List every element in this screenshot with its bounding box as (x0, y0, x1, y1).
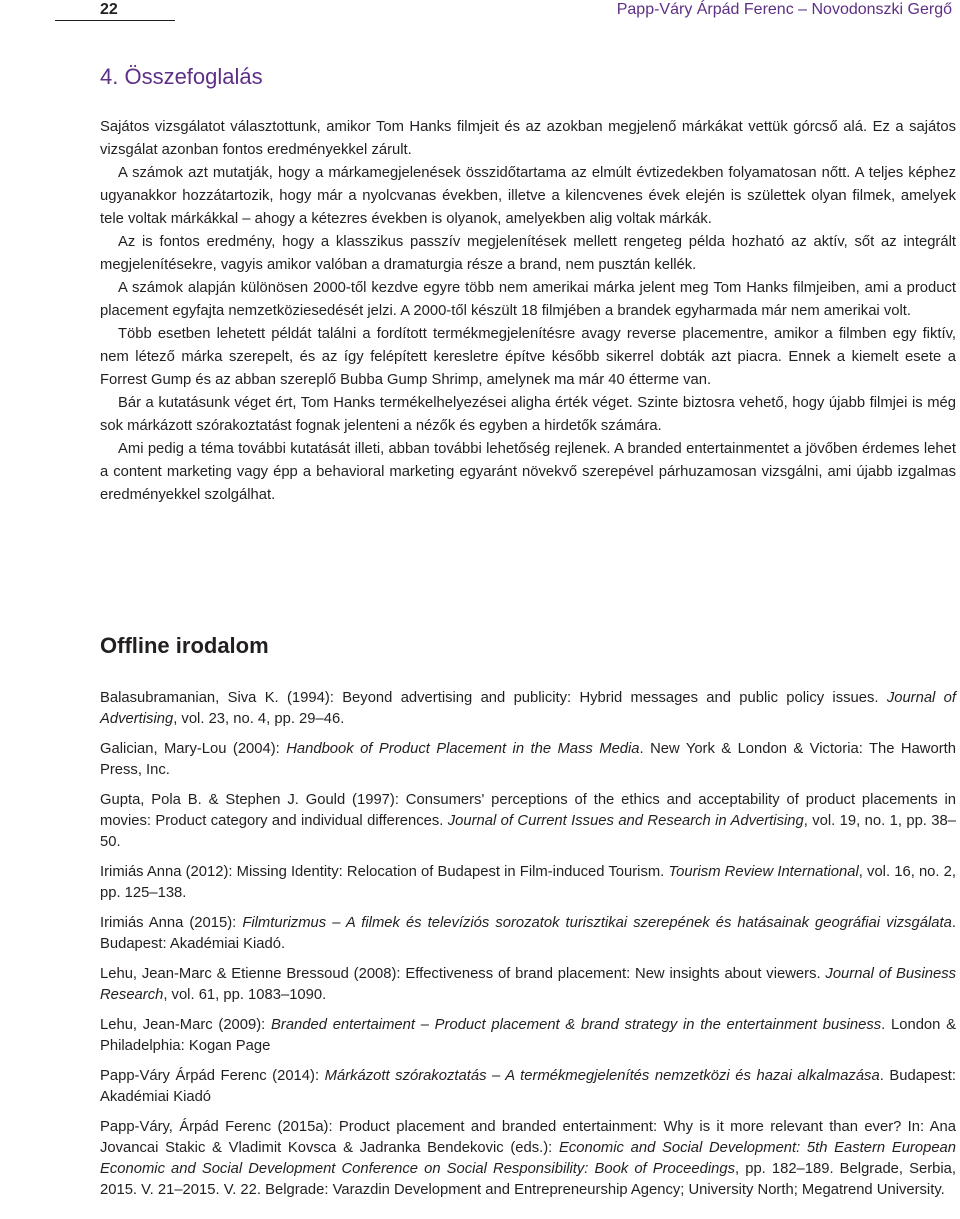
ref-details: , pp. 182–189. Belgrade, Serbia, 2015. V. 21–2015. V. 22. Belgrade: Varazdin Development and Entrepreneurship Agency; University North; Megatrend University. (100, 1161, 956, 1198)
reference-item (100, 1117, 956, 1201)
ref-source: Márkázott szórakoztatás – A termékmegjelenítés nemzetközi és hazai alkalmazása (324, 1068, 880, 1084)
reference-item (100, 964, 956, 1006)
ref-text: Balasubramanian, Siva K. (1994): Beyond advertising and publicity: Hybrid messages and public policy issues. (100, 690, 887, 706)
reference-item (100, 862, 956, 904)
ref-text: Galician, Mary-Lou (2004): (100, 741, 287, 757)
ref-source: Branded entertaiment – Product placement & brand strategy in the entertainment business (271, 1017, 882, 1033)
reference-item (100, 739, 956, 781)
ref-details: . London & Philadelphia: Kogan Page (100, 1017, 956, 1054)
ref-source: Handbook of Product Placement in the Mass Media (286, 741, 640, 757)
header-rule (55, 20, 175, 21)
ref-text: Gupta, Pola B. & Stephen J. Gould (1997): Consumers' perceptions of the ethics and acceptability of product placements in movies: Product category and individual differences. (100, 792, 956, 829)
paragraph: Bár a kutatásunk véget ért, Tom Hanks termékelhelyezései aligha érték véget. Szinte biztosra vehető, hogy újabb filmjei is még sok márkázott szórakoztatást fognak jelenteni a nézők és egyben a hirdetők számára. (100, 395, 956, 434)
ref-source: Tourism Review International (668, 864, 859, 880)
paragraph: Ami pedig a téma további kutatását illeti, abban további lehetőség rejlenek. A branded entertainmentet a jövőben érdemes lehet a content marketing vagy épp a behavioral marketing egyaránt növekvő szerepével párhuzamosan vizsgálni, ami újabb izgalmas eredményekkel szolgálhat. (100, 441, 956, 503)
ref-details: , vol. 61, pp. 1083–1090. (163, 987, 327, 1003)
ref-details: , vol. 19, no. 1, pp. 38–50. (100, 813, 956, 850)
ref-source: Journal of Business Research (100, 966, 957, 1003)
reference-item (100, 1066, 956, 1108)
reference-item (100, 688, 956, 730)
ref-text: Irimiás Anna (2012): Missing Identity: Relocation of Budapest in Film-induced Tourism. (100, 864, 669, 880)
running-head: Papp-Váry Árpád Ferenc – Novodonszki Gergő (616, 1, 952, 18)
ref-details: . New York & London & Victoria: The Haworth Press, Inc. (100, 741, 956, 778)
references-title: Offline irodalom (100, 633, 269, 658)
references-list (100, 688, 956, 1210)
reference-item (100, 1015, 956, 1057)
ref-source: Filmturizmus – A filmek és televíziós sorozatok turisztikai szerepének és hatásainak geográfiai vizsgálata (242, 915, 952, 931)
summary-body (100, 116, 956, 507)
ref-details: , vol. 16, no. 2, pp. 125–138. (100, 864, 957, 901)
ref-text: Lehu, Jean-Marc & Etienne Bressoud (2008): Effectiveness of brand placement: New insights about viewers. (100, 966, 826, 982)
ref-details: , vol. 23, no. 4, pp. 29–46. (173, 711, 345, 727)
ref-details: . Budapest: Akadémiai Kiadó (100, 1068, 957, 1105)
ref-source: Economic and Social Development: 5th Eastern European Economic and Social Development Conference on Social Responsibility: Book of Proceedings (100, 1140, 957, 1177)
ref-text: Lehu, Jean-Marc (2009): (100, 1017, 272, 1033)
reference-item (100, 790, 956, 853)
reference-item (100, 913, 956, 955)
paragraph: Sajátos vizsgálatot választottunk, amikor Tom Hanks filmjeit és az azokban megjelenő márkákat vettük górcső alá. Ez a sajátos vizsgálat azonban fontos eredményekkel zárult. (100, 119, 956, 158)
ref-text: Papp-Váry, Árpád Ferenc (2015a): Product placement and branded entertainment: Why is it more relevant than ever? In: Ana Jovancai Stakic & Vladimit Kovsca & Jadranka Bendekovic (eds.): (100, 1119, 956, 1156)
section-title: 4. Összefoglalás (100, 64, 263, 89)
page-header (0, 0, 960, 24)
ref-source: Journal of Advertising (100, 690, 957, 727)
paragraph: Az is fontos eredmény, hogy a klasszikus passzív megjelenítések mellett rengeteg példa hozható az aktív, sőt az integrált megjelenítésekre, vagyis amikor valóban a dramaturgia része a brand, nem pusztán kellék. (100, 234, 956, 273)
ref-text: Papp-Váry Árpád Ferenc (2014): (100, 1068, 325, 1084)
page-number: 22 (100, 1, 118, 18)
paragraph: Több esetben lehetett példát találni a fordított termékmegjelenítésre avagy reverse placementre, amikor a filmben egy fiktív, nem létező márka szerepelt, és az így felépített keresletre építve később sikerrel dobták azt piacra. Ennek a kiemelt esete a Forrest Gump és az abban szereplő Bubba Gump Shrimp, amelynek ma már 40 étterme van. (100, 326, 956, 388)
paragraph: A számok alapján különösen 2000-től kezdve egyre több nem amerikai márka jelent meg Tom Hanks filmjeiben, ami a product placement egyfajta nemzetköziesedését jelzi. A 2000-től készült 18 filmjében a brandek egyharmada már nem amerikai volt. (100, 280, 956, 319)
ref-source: Journal of Current Issues and Research in Advertising (447, 813, 804, 829)
ref-details: . Budapest: Akadémiai Kiadó. (100, 915, 956, 952)
ref-text: Irimiás Anna (2015): (100, 915, 243, 931)
paragraph: A számok azt mutatják, hogy a márkamegjelenések összidőtartama az elmúlt évtizedekben folyamatosan nőtt. A teljes képhez ugyanakkor hozzátartozik, hogy már a nyolcvanas években, illetve a kilencvenes évek elején is születtek olyan filmek, amelyek tele voltak márkákkal – ahogy a kétezres években is olyanok, amelyekben alig voltak márkák. (100, 165, 956, 227)
